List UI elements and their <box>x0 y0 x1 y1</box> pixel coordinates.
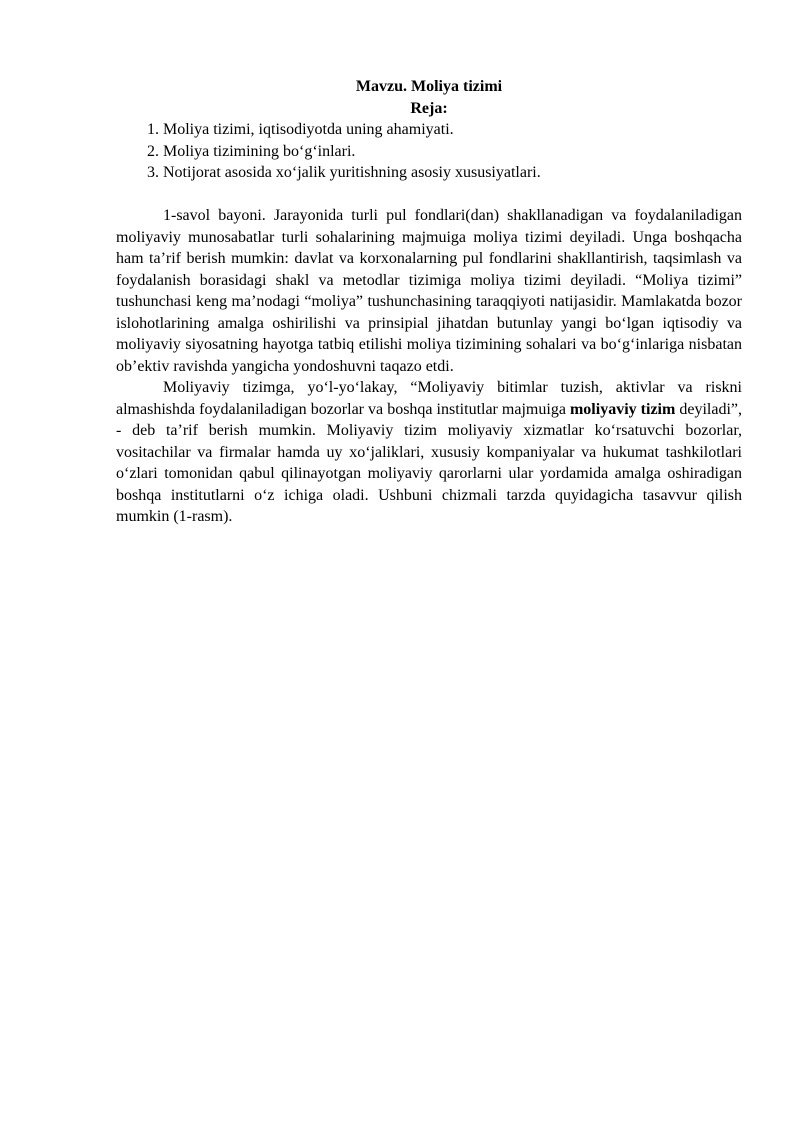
document-page <box>116 76 742 528</box>
plan-item: 2. Moliya tizimining bo‘g‘inlari. <box>163 141 742 163</box>
paragraph-text: deyiladi”, - deb ta’rif berish mumkin. Moliyaviy tizim moliyaviy xizmatlar ko‘rsatuvchi bozorlar, vositachilar va firmalar hamda uy xo‘jaliklari, xususiy kompaniyalar va hukumat tashkilotlari o‘zlari tomonidan qabul qilinayotgan moliyaviy qarorlarni ular yordamida amalga oshiradigan boshqa institutlarni o‘z ichiga oladi. Ushbuni chizmali tarzda quyidagicha tasavvur qilish mumkin (1-rasm). <box>116 400 743 525</box>
plan-heading: Reja: <box>410 99 448 117</box>
paragraph-financial-system-definition <box>116 377 742 528</box>
plan-item: 3. Notijorat asosida xo‘jalik yuritishning asosiy xususiyatlari. <box>163 162 742 184</box>
blank-line <box>116 184 742 206</box>
document-title: Mavzu. Moliya tizimi <box>355 78 503 95</box>
plan-list <box>116 119 742 184</box>
paragraph-question-1: 1-savol bayoni. Jarayonida turli pul fondlari(dan) shakllanadigan va foydalaniladigan moliyaviy munosabatlar turli sohalarining majmuiga moliya tizimi deyiladi. Unga boshqacha ham ta’rif berish mumkin: davlat va korxonalarning pul fondlarini shakllantirish, taqsimlash va foydalanish borasidagi shakl va metodlar tizimiga moliya tizimi deyiladi. “Moliya tizimi” tushunchasi keng ma’nodagi “moliya” tushunchasining taraqqiyoti natijasidir. Mamlakatda bozor islohotlarining amalga oshirilishi va prinsipial jihatdan butunlay yangi bo‘lgan iqtisodiy va moliyaviy siyosatning hayotga tatbiq etilishi moliya tizimining sohalari va bo‘g‘inlariga nisbatan ob’ektiv ravishda yangicha yondoshuvni taqazo etdi. <box>116 207 742 375</box>
bold-term: moliyaviy tizim <box>569 400 676 418</box>
paragraph-text: Moliyaviy tizimga, yo‘l-yo‘lakay, “Moliyaviy bitimlar tuzish, aktivlar va riskni almashishda foydalaniladigan bozorlar va boshqa institutlar majmuiga <box>116 379 742 418</box>
plan-item: 1. Moliya tizimi, iqtisodiyotda uning ahamiyati. <box>163 119 742 141</box>
